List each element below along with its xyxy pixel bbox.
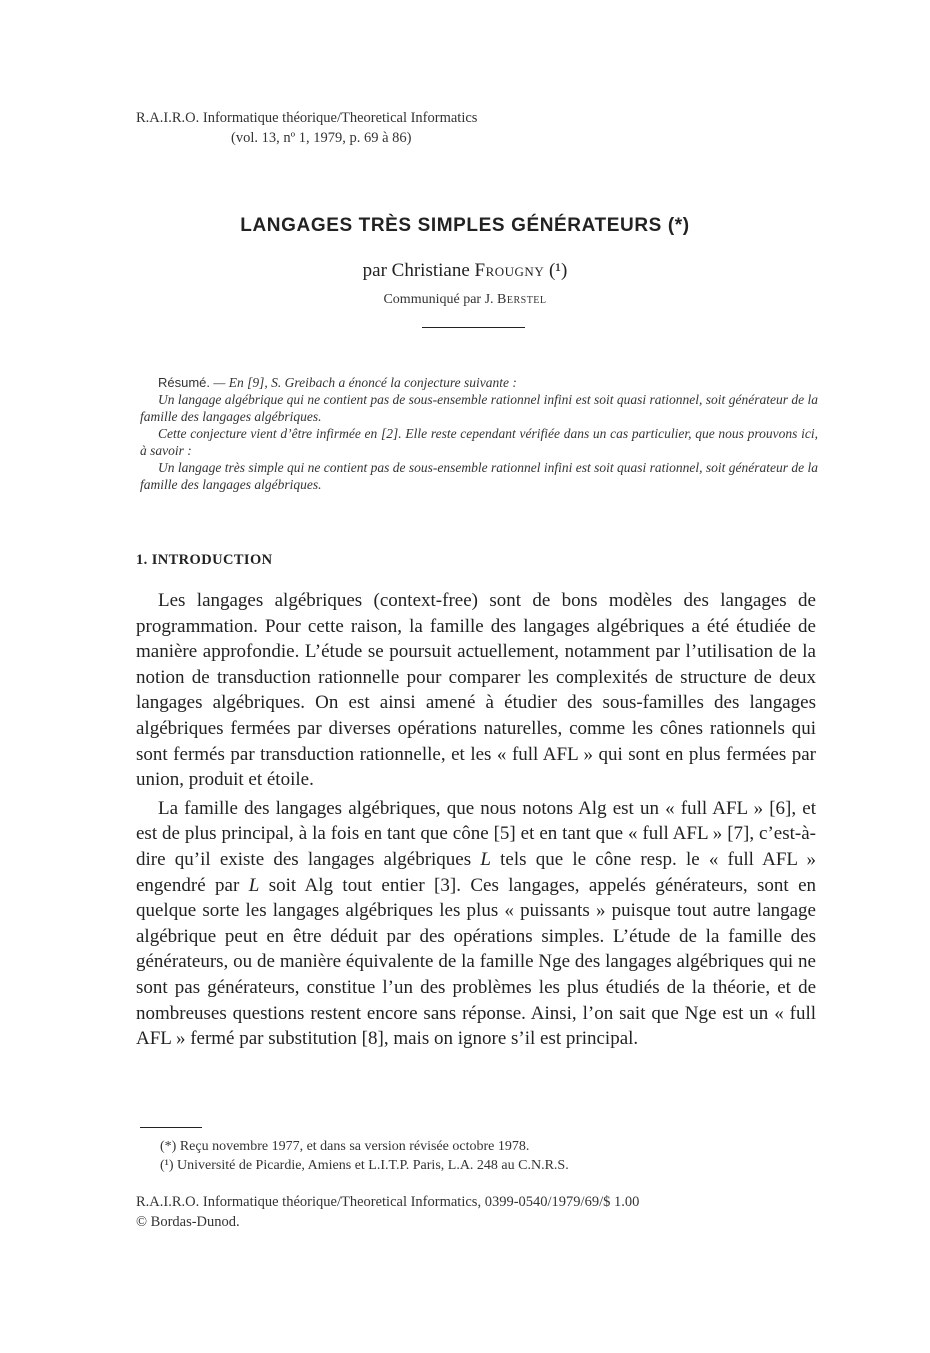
body-paragraph-1: Les langages algébriques (context-free) sont de bons modèles des langages de programmation. Pour cette raison, la famille des langages algébriques a été étudiée de manière approfondie. L’étude se poursuit actuellement, notamment par l’utilisation de la notion de transduction rationnelle pour comparer les complexités de structure de deux langages algébriques. On est ainsi amené à étudier des sous-familles des langages algébriques fermées par diverses opérations naturelles, comme les cônes rationnels qui sont fermés par transduction rationnelle, et les « full AFL » qui sont en plus fermées par union, produit et étoile. [136,590,816,791]
paragraph-2-part-b: tels que le cône resp. le « full AFL » engendré par [136,848,816,896]
page-footer [136,1192,639,1232]
communicated-prefix: Communiqué par J. [383,292,494,307]
footnotes [160,1137,569,1175]
paragraph-2-part-c: soit Alg tout entier [3]. Ces langages, appelés générateurs, sont en quelque sorte les langages algébriques les plus « puissants » puisque tout autre langage algébrique peut en être déduit par des opérations simples. L’étude de la famille des générateurs, ou de manière équivalente de la famille Nge des langages algébriques qui ne sont pas générateurs, constitue l’un des problèmes les plus étudiés de la théorie, et de nombreuses questions restent encore sans réponse. Ainsi, l’on sait que Nge est un « full AFL » fermé par substitution [8], mais on ignore s’il est principal. [136,874,817,1050]
paper-title [0,215,930,237]
abstract-refutation-text: Cette conjecture vient d’être infirmée en [2]. Elle reste cependant vérifiée dans un cas particulier, que nous prouvons ici, à savoir : [140,426,818,458]
footer-journal: R.A.I.R.O. Informatique théorique/Theoretical Informatics, 0399-0540/1979/69/$ 1.00 [136,1194,640,1210]
abstract-conjecture-2 [140,459,818,493]
journal-header [136,108,477,148]
author-surname: Frougny [474,260,545,281]
abstract-intro [140,374,818,391]
footer-copyright: © Bordas-Dunod. [136,1214,240,1230]
abstract-label: Résumé. [158,375,211,390]
footnote-2: (¹) Université de Picardie, Amiens et L.I.T.P. Paris, L.A. 248 au C.N.R.S. [160,1158,569,1173]
body-text [136,588,816,1055]
body-paragraph-2 [136,796,816,1052]
journal-volume: (vol. 13, nº 1, 1979, p. 69 à 86) [231,130,412,146]
title-text: LANGAGES TRÈS SIMPLES GÉNÉRATEURS [240,215,662,236]
communicated-name: Berstel [497,292,547,307]
abstract-conjecture-2-text: Un langage très simple qui ne contient pas de sous-ensemble rationnel infini est soit quasi rationnel, soit générateur de la famille des langages algébriques. [140,460,818,492]
title-divider [422,327,525,328]
math-L: L [248,874,260,896]
author-line [0,260,930,282]
footnote-1: (*) Reçu novembre 1977, et dans sa version révisée octobre 1978. [160,1139,530,1154]
author-footnote-marker: (¹) [548,260,568,281]
footnote-divider [140,1127,202,1128]
author-prefix: par Christiane [362,260,470,281]
communicated-by [0,292,930,308]
abstract [140,374,818,493]
abstract-refutation [140,425,818,459]
abstract-conjecture-1 [140,391,818,425]
title-footnote-marker: (*) [667,215,690,236]
abstract-conjecture-1-text: Un langage algébrique qui ne contient pas de sous-ensemble rationnel infini est soit quasi rationnel, soit générateur de la famille des langages algébriques. [140,392,818,424]
paragraph-2-part-a: La famille des langages algébriques, que nous notons Alg est un « full AFL » [6], et est de plus principal, à la fois en tant que cône [5] et en tant que « full AFL » [7], c’est-à-dire qu’il existe des langages algébriques [136,797,816,870]
journal-name: R.A.I.R.O. Informatique théorique/Theoretical Informatics [136,110,478,126]
abstract-line1: — En [9], S. Greibach a énoncé la conjecture suivante : [213,375,517,390]
math-L: L [480,848,491,870]
section-heading: 1. INTRODUCTION [136,552,273,568]
